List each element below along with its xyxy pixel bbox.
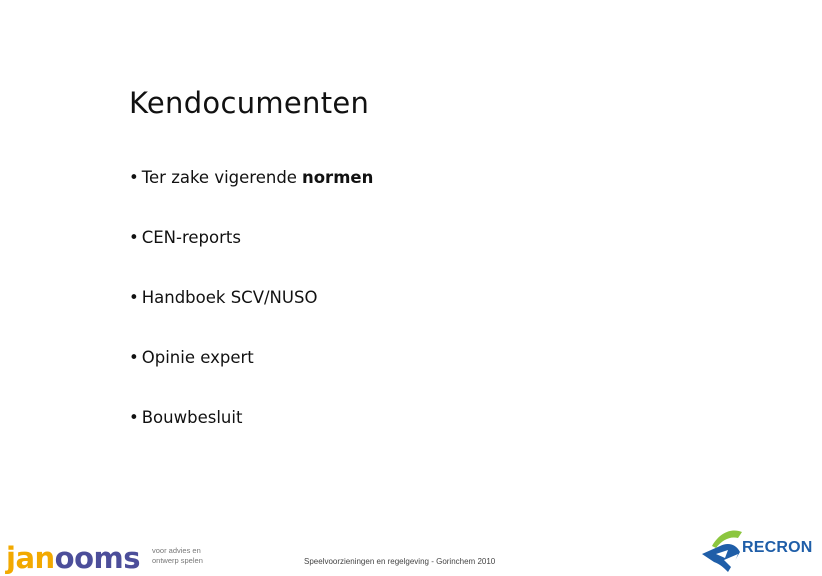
- bullet-list: [129, 168, 373, 468]
- footer-text: Speelvoorzieningen en regelgeving - Gorinchem 2010: [304, 557, 496, 566]
- janooms-logo-jan: jan: [6, 541, 55, 575]
- recron-logo-text: RECRON: [742, 539, 813, 556]
- bullet-text: Ter zake vigerende: [141, 168, 297, 187]
- slide-title: Kendocumenten: [129, 86, 370, 120]
- janooms-logo: [6, 541, 140, 575]
- bullet-marker: •: [129, 168, 139, 187]
- janooms-logo-ooms: ooms: [54, 541, 140, 575]
- tagline-line: ontwerp spelen: [152, 556, 203, 565]
- logo-tagline: [152, 546, 203, 566]
- bullet-text: Opinie expert: [141, 348, 254, 367]
- bullet-text: Handboek SCV/NUSO: [141, 288, 318, 307]
- bullet-item: [129, 168, 373, 228]
- bullet-item: [129, 288, 373, 348]
- bullet-item: [129, 348, 373, 408]
- bullet-text: Bouwbesluit: [141, 408, 243, 427]
- tagline-line: voor advies en: [152, 546, 201, 555]
- bullet-item: [129, 228, 373, 288]
- bullet-bold-text: normen: [301, 168, 374, 187]
- bullet-marker: •: [129, 228, 139, 247]
- bullet-marker: •: [129, 288, 139, 307]
- bullet-text: CEN-reports: [141, 228, 241, 247]
- bullet-marker: •: [129, 408, 139, 427]
- bullet-marker: •: [129, 348, 139, 367]
- bullet-item: [129, 408, 373, 468]
